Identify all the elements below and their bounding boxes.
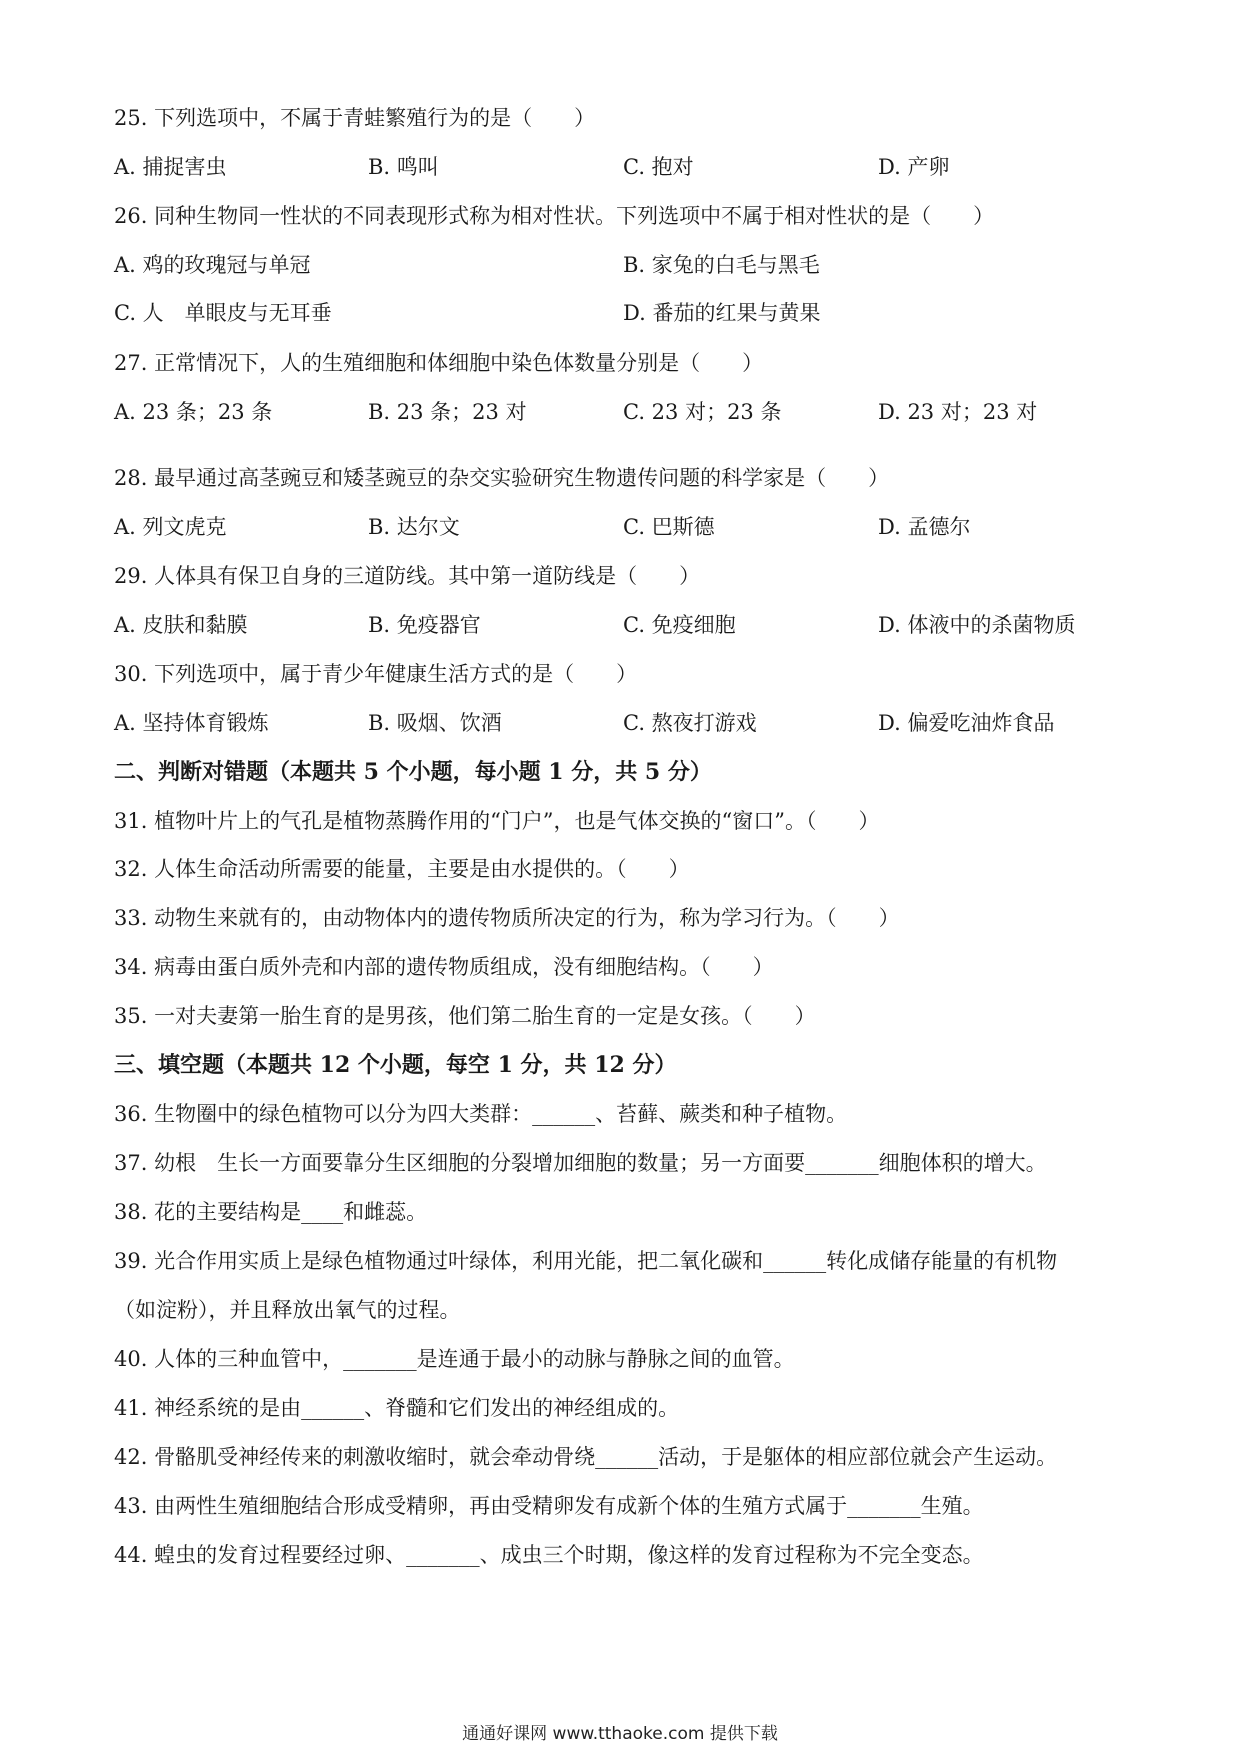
section-heading-true-false: 二、判断对错题（本题共 5 个小题，每小题 1 分，共 5 分）	[114, 759, 712, 785]
question-33: 33. 动物生来就有的，由动物体内的遗传物质所决定的行为，称为学习行为。（ ）	[114, 906, 900, 930]
question-27-stem: 27. 正常情况下，人的生殖细胞和体细胞中染色体数量分别是（ ）	[114, 351, 764, 375]
question-29-options	[114, 610, 1214, 640]
option-c: C. 免疫细胞	[623, 613, 736, 637]
option-b: B. 免疫器官	[368, 613, 481, 637]
section-heading-fill-in: 三、填空题（本题共 12 个小题，每空 1 分，共 12 分）	[114, 1052, 677, 1078]
question-32: 32. 人体生命活动所需要的能量，主要是由水提供的。（ ）	[114, 857, 690, 881]
option-d: D. 偏爱吃油炸食品	[878, 711, 1055, 735]
question-39-continued: （如淀粉），并且释放出氧气的过程。	[114, 1298, 461, 1322]
question-34: 34. 病毒由蛋白质外壳和内部的遗传物质组成，没有细胞结构。（ ）	[114, 955, 774, 979]
option-c: C. 熬夜打游戏	[623, 711, 757, 735]
option-b: B. 达尔文	[368, 515, 460, 539]
question-44: 44. 蝗虫的发育过程要经过卵、_______、成虫三个时期，像这样的发育过程称为不完全变态。	[114, 1543, 984, 1567]
question-35: 35. 一对夫妻第一胎生育的是男孩，他们第二胎生育的一定是女孩。（ ）	[114, 1004, 816, 1028]
option-b: B. 吸烟、饮酒	[368, 711, 502, 735]
option-b: B. 鸣叫	[368, 155, 439, 179]
option-a: A. 捕捉害虫	[114, 155, 227, 179]
option-d: D. 体液中的杀菌物质	[878, 613, 1076, 637]
option-c: C. 人 单眼皮与无耳垂	[114, 301, 332, 325]
option-d: D. 孟德尔	[878, 515, 971, 539]
question-43: 43. 由两性生殖细胞结合形成受精卵，再由受精卵发有成新个体的生殖方式属于_______生殖。	[114, 1494, 984, 1518]
question-26-options-row1	[114, 250, 1214, 280]
question-38: 38. 花的主要结构是____和雌蕊。	[114, 1200, 428, 1224]
option-b: B. 23 条；23 对	[368, 400, 527, 424]
question-26-options-row2	[114, 298, 1214, 328]
question-28-stem: 28. 最早通过高茎豌豆和矮茎豌豆的杂交实验研究生物遗传问题的科学家是（ ）	[114, 466, 890, 490]
question-28-options	[114, 512, 1214, 542]
question-41: 41. 神经系统的是由______、脊髓和它们发出的神经组成的。	[114, 1396, 680, 1420]
option-a: A. 列文虎克	[114, 515, 227, 539]
page-footer: 通通好课网 www.tthaoke.com 提供下载	[462, 1724, 778, 1744]
option-a: A. 23 条；23 条	[114, 400, 273, 424]
question-40: 40. 人体的三种血管中，_______是连通于最小的动脉与静脉之间的血管。	[114, 1347, 795, 1371]
question-30-stem: 30. 下列选项中，属于青少年健康生活方式的是（ ）	[114, 662, 638, 686]
question-29-stem: 29. 人体具有保卫自身的三道防线。其中第一道防线是（ ）	[114, 564, 701, 588]
option-c: C. 23 对；23 条	[623, 400, 782, 424]
question-25-stem: 25. 下列选项中，不属于青蛙繁殖行为的是（ ）	[114, 106, 596, 130]
option-a: A. 皮肤和黏膜	[114, 613, 248, 637]
option-d: D. 产卵	[878, 155, 950, 179]
option-c: C. 巴斯德	[623, 515, 715, 539]
option-d: D. 23 对；23 对	[878, 400, 1038, 424]
question-30-options	[114, 708, 1214, 738]
question-36: 36. 生物圈中的绿色植物可以分为四大类群：______、苔藓、蕨类和种子植物。	[114, 1102, 848, 1126]
question-25-options	[114, 152, 1214, 182]
option-d: D. 番茄的红果与黄果	[623, 301, 821, 325]
option-a: A. 坚持体育锻炼	[114, 711, 269, 735]
option-c: C. 抱对	[623, 155, 694, 179]
option-b: B. 家兔的白毛与黑毛	[623, 253, 820, 277]
question-31: 31. 植物叶片上的气孔是植物蒸腾作用的“门户”，也是气体交换的“窗口”。（ ）	[114, 809, 880, 833]
question-26-stem: 26. 同种生物同一性状的不同表现形式称为相对性状。下列选项中不属于相对性状的是（ ）	[114, 204, 995, 228]
option-a: A. 鸡的玫瑰冠与单冠	[114, 253, 311, 277]
question-42: 42. 骨骼肌受神经传来的刺激收缩时，就会牵动骨绕______活动，于是躯体的相应部位就会产生运动。	[114, 1445, 1058, 1469]
question-27-options	[114, 397, 1214, 427]
question-37: 37. 幼根 生长一方面要靠分生区细胞的分裂增加细胞的数量；另一方面要_______细胞体积的增大。	[114, 1151, 1047, 1175]
question-39: 39. 光合作用实质上是绿色植物通过叶绿体，利用光能，把二氧化碳和______转化成储存能量的有机物	[114, 1249, 1058, 1273]
